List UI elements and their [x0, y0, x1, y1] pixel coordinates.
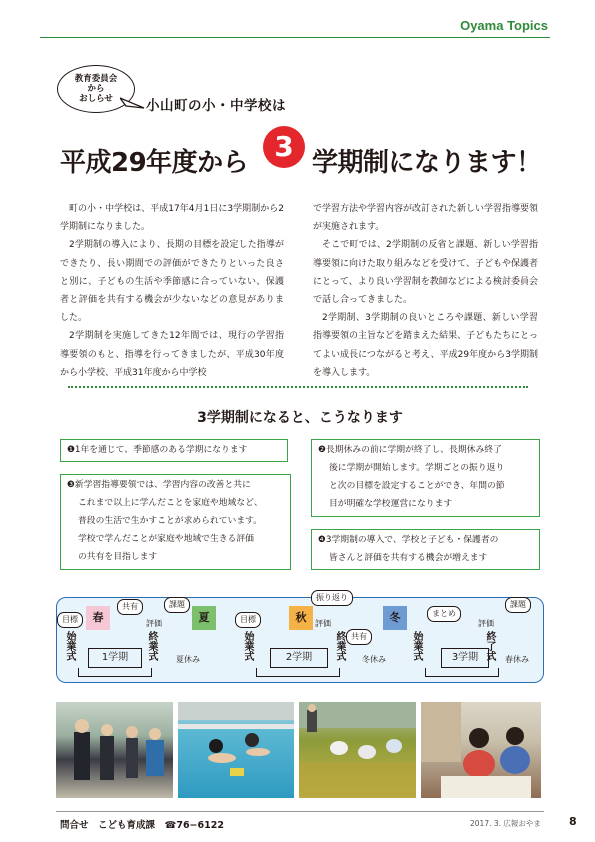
- point-line: の共有を目指します: [78, 552, 158, 562]
- page-title-part1: 平成29年度から: [60, 148, 249, 178]
- point-number: ❶: [67, 445, 75, 455]
- bubble-tail: [120, 96, 146, 110]
- tag-task: 課題: [505, 597, 531, 613]
- body-column-left: [60, 200, 284, 382]
- point-number: ❷: [318, 445, 326, 455]
- paragraph: そこで町では、2学期制の反省と課題、新しい学習指導要領に向けた取り組みなどを受けて、子どもや保護者にとって、より良い学習制を教師などによる検討委員会で話し合ってきました。: [313, 240, 538, 306]
- point-line: 皆さんと評価を共有する機会が増えます: [329, 553, 488, 563]
- page-title-part2: 学期制になります！: [312, 148, 542, 178]
- bubble-line: から: [87, 84, 105, 94]
- point-line: [67, 476, 284, 494]
- footer-rule: [56, 811, 544, 812]
- point-box-3: [60, 474, 291, 570]
- opening-ceremony: 始業式: [413, 632, 424, 663]
- title-number: 3: [274, 130, 294, 163]
- vacation-spring: 春休み: [505, 655, 529, 664]
- bubble-line: おしらせ: [79, 94, 113, 104]
- season-summer: 夏: [192, 606, 216, 630]
- contact-info: 問合せ こども育成課 ☎76−6122: [60, 820, 224, 831]
- label-evaluation: 評価: [146, 619, 162, 628]
- point-line: 普段の生活で生かすことが求められています。: [78, 516, 263, 526]
- tag-share: 共有: [117, 599, 143, 615]
- paragraph: 町の小・中学校は、平成17年4月1日に3学期制から2学期制になりました。: [60, 204, 284, 233]
- closing-ceremony: 終了式: [486, 632, 497, 663]
- point-line: 後に学期が開始します。学期ごとの振り返り: [329, 463, 505, 473]
- point-number: ❹: [318, 535, 326, 545]
- season-autumn: 秋: [289, 606, 313, 630]
- point-box-4: [311, 529, 540, 570]
- opening-ceremony: 始業式: [244, 632, 255, 663]
- issue-info: 2017. 3. 広報おやま: [470, 819, 541, 828]
- term-1: 1学期: [88, 648, 142, 668]
- season-spring: 春: [86, 606, 110, 630]
- closing-ceremony: 終業式: [336, 632, 347, 663]
- vacation-summer: 夏休み: [176, 655, 200, 664]
- ceremony-photo: [56, 702, 173, 798]
- point-text: 新学習指導要領では、学習内容の改善と共に: [74, 480, 251, 490]
- point-line: 目が明確な学校運営になります: [329, 499, 453, 509]
- point-text: 長期休みの前に学期が終了し、長期休み終了: [325, 445, 502, 455]
- tag-goal: 目標: [235, 612, 261, 628]
- paragraph: 2学期制を実施してきた12年間では、現行の学習指導要領のもと、指導を行ってきましたが、平成30年度から小学校、平成31年度から中学校: [60, 331, 284, 378]
- paragraph: 2学期制、3学期制の良いところや課題、新しい学習指導要領の主旨などを踏まえた結果、子どもたちにとってよい成長につながると考え、平成29年度から3学期制を導入します。: [313, 313, 538, 378]
- point-line: 学校で学んだことが家庭や地域で生きる評価: [78, 534, 254, 544]
- closing-ceremony: 終業式: [148, 632, 159, 663]
- point-line: これまで以上に学んだことを家庭や地域など、: [78, 498, 263, 508]
- swimming-photo: [178, 702, 294, 798]
- point-line: [318, 441, 533, 459]
- bubble-line: 教育委員会: [74, 74, 118, 84]
- term-bracket: [78, 668, 152, 677]
- tag-share: 共有: [346, 629, 372, 645]
- page-number: 8: [569, 815, 577, 828]
- tag-goal: 目標: [57, 612, 83, 628]
- point-box-2: [311, 439, 540, 517]
- section-label: Oyama Topics: [460, 18, 548, 33]
- point-number: ❸: [67, 480, 75, 490]
- section-heading: 3学期制になると、こうなります: [197, 410, 403, 426]
- opening-ceremony: 始業式: [66, 632, 77, 663]
- label-evaluation: 評価: [478, 619, 494, 628]
- tag-summary: まとめ: [427, 606, 461, 622]
- subtitle: 小山町の小・中学校は: [146, 98, 286, 114]
- point-text: 3学期制の導入で、学校と子ども・保護者の: [325, 535, 499, 545]
- term-bracket: [256, 668, 340, 677]
- paragraph: で学習方法や学習内容が改訂された新しい学習指導要領が実施されます。: [313, 204, 539, 233]
- point-line: [318, 531, 533, 549]
- season-winter: 冬: [383, 606, 407, 630]
- body-column-right: [313, 200, 538, 382]
- dotted-divider: [68, 386, 528, 388]
- point-box-1: [60, 439, 288, 462]
- term-2: 2学期: [270, 648, 328, 668]
- vacation-winter: 冬休み: [362, 655, 386, 664]
- point-line: [67, 441, 281, 459]
- term-bracket: [425, 668, 499, 677]
- rice-field-photo: [299, 702, 416, 798]
- point-text: 1年を通じて、季節感のある学期になります: [74, 445, 248, 455]
- term-3: 3学期: [441, 648, 489, 668]
- header-rule: [40, 37, 550, 38]
- paragraph: 2学期制の導入により、長期の目標を設定した指導ができたり、長い期間での評価ができたりといった良さと別に、子どもの生活や季節感に合っていない、保護者と評価を共有する機会が少ないなどの意見がありました。: [60, 240, 284, 324]
- tag-task: 課題: [164, 597, 190, 613]
- classroom-photo: [421, 702, 541, 798]
- label-evaluation: 評価: [315, 619, 331, 628]
- point-line: と次の目標を設定することができ、年間の節: [329, 481, 505, 491]
- tag-review: 振り返り: [311, 590, 353, 606]
